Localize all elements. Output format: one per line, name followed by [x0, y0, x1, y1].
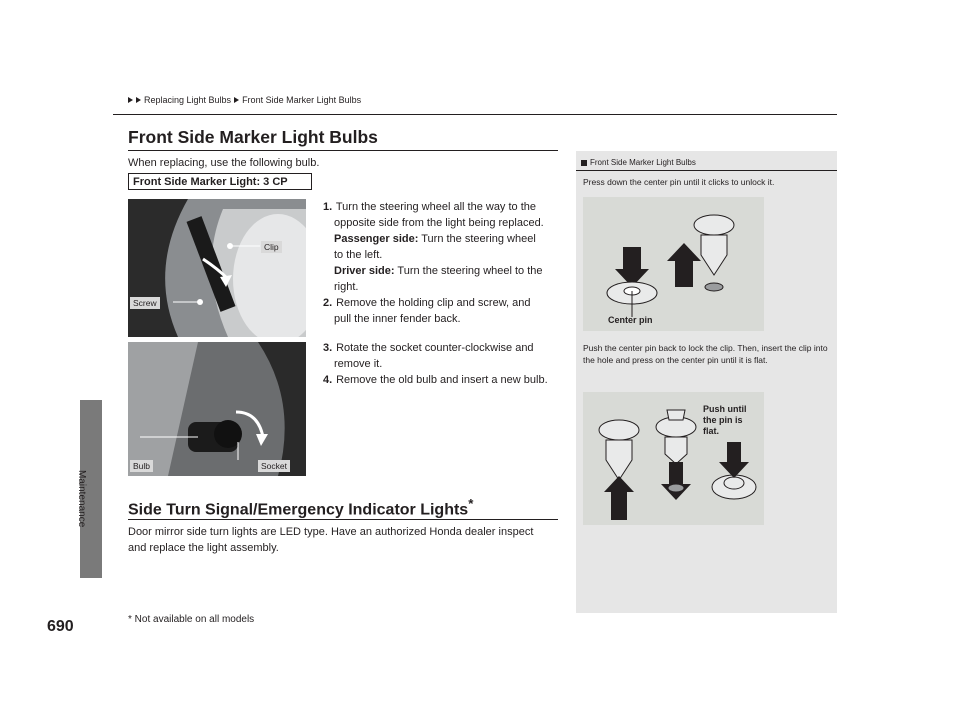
breadcrumb: [128, 95, 361, 105]
step-text: to the left.: [334, 249, 383, 261]
unlock-figure: [583, 197, 764, 331]
section-tab-label: Maintenance: [76, 470, 87, 528]
bulb-callout: Bulb: [130, 460, 153, 472]
socket-illustration: [128, 342, 306, 476]
step-1: [323, 199, 553, 327]
section2-title: [128, 496, 473, 519]
paragraph-line: and replace the light assembly.: [128, 542, 279, 554]
step-number: 3.: [323, 342, 333, 354]
title-rule: [128, 150, 558, 151]
sidenote-text-1: Press down the center pin until it clicks to unlock it.: [583, 177, 775, 187]
sidenote-rule: [576, 170, 837, 171]
step-text: Rotate the socket counter-clockwise and: [336, 342, 534, 354]
socket-callout: Socket: [258, 460, 290, 472]
breadcrumb-arrow-icon: [234, 97, 239, 103]
screw-callout: Screw: [130, 297, 160, 309]
intro-text: When replacing, use the following bulb.: [128, 157, 320, 169]
sidenote-heading: [581, 158, 696, 167]
driver-label: Driver side:: [334, 265, 395, 277]
fender-illustration: [128, 199, 306, 337]
section2-star: *: [468, 496, 474, 511]
header-rule: [113, 114, 837, 115]
section2-paragraph: [128, 524, 558, 556]
note-icon: [581, 160, 587, 166]
step-text: Turn the steering wheel all the way to the: [335, 201, 537, 213]
center-pin-label: Center pin: [608, 315, 653, 325]
bulb-spec-box: Front Side Marker Light: 3 CP: [128, 173, 312, 190]
paragraph-line: Door mirror side turn lights are LED type. Have an authorized Honda dealer inspect: [128, 526, 534, 538]
section2-rule: [128, 519, 558, 520]
section2-title-text: Side Turn Signal/Emergency Indicator Lights: [128, 501, 469, 519]
step-text: Remove the holding clip and screw, and: [336, 297, 531, 309]
step-text: right.: [334, 281, 359, 293]
step-number: 2.: [323, 297, 333, 309]
page-number: 690: [47, 618, 74, 635]
push-until-label: [703, 404, 747, 437]
step-text: opposite side from the light being replaced.: [334, 217, 544, 229]
step-number: 1.: [323, 201, 333, 213]
step-number: 4.: [323, 374, 333, 386]
step-text: Remove the old bulb and insert a new bulb.: [336, 374, 548, 386]
fender-photo: [128, 199, 306, 337]
sidenote-text-2: Push the center pin back to lock the clip. Then, insert the clip into the hole and press on the center pin until it is flat.: [583, 343, 828, 365]
passenger-label: Passenger side:: [334, 233, 419, 245]
clip-callout: Clip: [261, 241, 282, 253]
step-text: pull the inner fender back.: [334, 313, 461, 325]
lock-figure: [583, 392, 764, 525]
step-3: [323, 340, 553, 388]
label-line: the pin is: [703, 415, 743, 425]
breadcrumb-item[interactable]: Front Side Marker Light Bulbs: [242, 95, 362, 105]
sidenote-heading-text[interactable]: Front Side Marker Light Bulbs: [590, 158, 696, 167]
page-title: Front Side Marker Light Bulbs: [128, 127, 378, 147]
step-text: Turn the steering wheel to the: [394, 265, 543, 277]
socket-photo: [128, 342, 306, 476]
step-text: remove it.: [334, 358, 383, 370]
breadcrumb-arrow-icon: [136, 97, 141, 103]
breadcrumb-arrow-icon: [128, 97, 133, 103]
label-line: Push until: [703, 404, 747, 414]
step-text: Turn the steering wheel: [418, 233, 536, 245]
breadcrumb-item[interactable]: Replacing Light Bulbs: [144, 95, 232, 105]
footnote: * Not available on all models: [128, 614, 255, 625]
clip-unlock-illustration: [583, 197, 764, 331]
label-line: flat.: [703, 426, 720, 436]
